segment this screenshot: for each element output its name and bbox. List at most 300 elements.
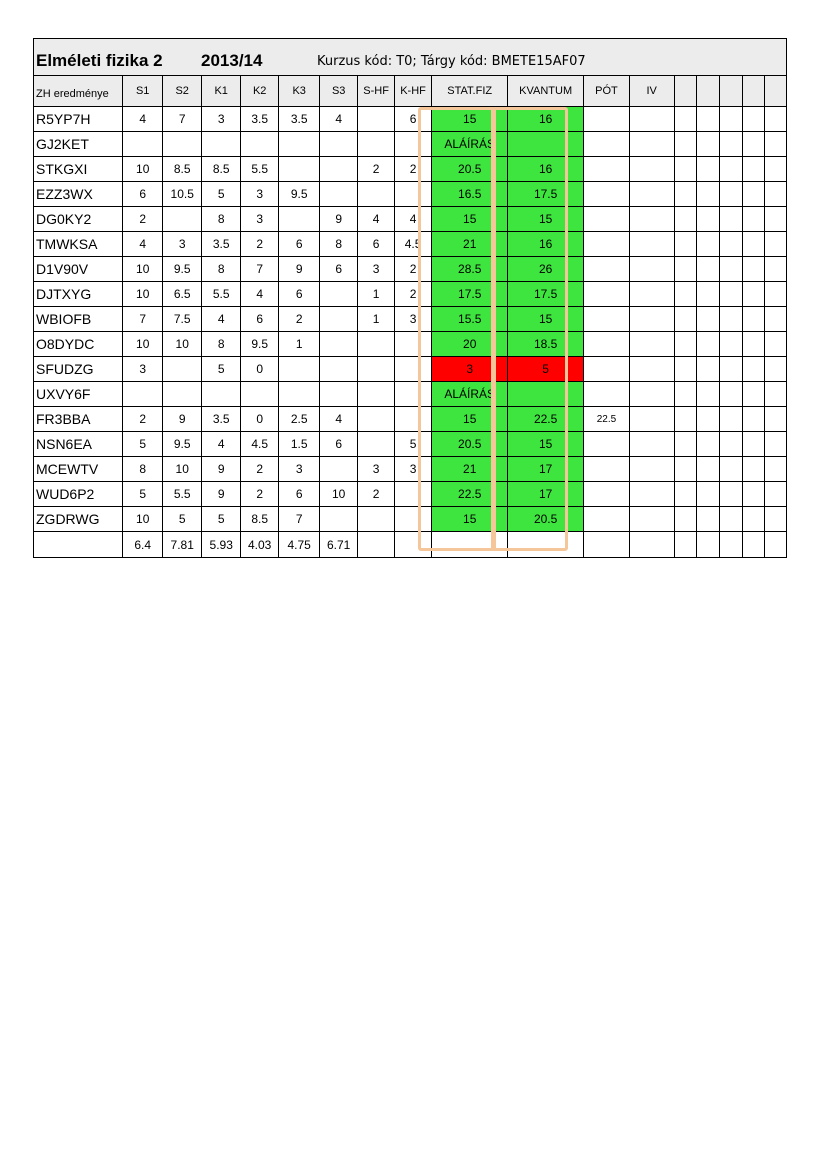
kvantum-cell: 15: [508, 207, 584, 232]
pot-cell: [584, 132, 630, 157]
score-cell: 6: [319, 432, 357, 457]
empty-cell: [674, 432, 697, 457]
score-cell: 4: [202, 432, 240, 457]
score-cell: [358, 132, 394, 157]
student-code: WBIOFB: [34, 307, 123, 332]
student-code: SFUDZG: [34, 357, 123, 382]
student-row: [34, 332, 787, 357]
pot-cell: [584, 307, 630, 332]
empty-cell: [674, 257, 697, 282]
column-header: K2: [240, 76, 278, 107]
pot-cell: [584, 107, 630, 132]
score-cell: 3: [123, 357, 163, 382]
empty-cell: [720, 307, 743, 332]
score-cell: 10: [123, 332, 163, 357]
header-label: ZH eredménye: [34, 76, 123, 107]
score-cell: 5: [202, 357, 240, 382]
score-cell: [279, 157, 320, 182]
column-header: [697, 76, 720, 107]
pot-cell: [584, 482, 630, 507]
score-cell: 3: [394, 307, 431, 332]
pot-cell: [584, 282, 630, 307]
empty-cell: [720, 507, 743, 532]
column-header: [674, 76, 697, 107]
score-cell: [394, 407, 431, 432]
score-cell: 3: [240, 207, 278, 232]
score-cell: 6: [279, 482, 320, 507]
empty-cell: [765, 257, 787, 282]
score-cell: 8: [123, 457, 163, 482]
column-header: KVANTUM: [508, 76, 584, 107]
empty-cell: [697, 532, 720, 558]
score-cell: 5: [202, 507, 240, 532]
score-cell: [202, 382, 240, 407]
score-cell: 10: [123, 507, 163, 532]
empty-cell: [765, 307, 787, 332]
student-row: [34, 457, 787, 482]
empty-cell: [674, 407, 697, 432]
column-header: K1: [202, 76, 240, 107]
score-cell: [279, 132, 320, 157]
score-cell: 5: [394, 432, 431, 457]
score-cell: 8.5: [202, 157, 240, 182]
pot-cell: [584, 507, 630, 532]
column-header: [765, 76, 787, 107]
empty-cell: [743, 107, 765, 132]
score-cell: 7.5: [162, 307, 202, 332]
student-code: STKGXI: [34, 157, 123, 182]
empty-cell: [674, 382, 697, 407]
empty-cell: [743, 482, 765, 507]
score-cell: 10: [319, 482, 357, 507]
score-cell: 6: [279, 282, 320, 307]
stat-fiz-cell: 20.5: [432, 432, 508, 457]
student-code: DG0KY2: [34, 207, 123, 232]
score-cell: 8.5: [240, 507, 278, 532]
student-row: [34, 207, 787, 232]
score-cell: 2: [358, 482, 394, 507]
score-cell: 8: [319, 232, 357, 257]
score-cell: 8: [202, 257, 240, 282]
score-cell: [358, 332, 394, 357]
score-cell: [394, 182, 431, 207]
column-header: IV: [629, 76, 674, 107]
average-cell: 4.03: [240, 532, 278, 558]
score-cell: 6: [358, 232, 394, 257]
header-row: [34, 76, 787, 107]
results-table: [33, 75, 787, 558]
stat-fiz-cell: 22.5: [432, 482, 508, 507]
empty-cell: [743, 207, 765, 232]
student-row: [34, 357, 787, 382]
score-cell: [319, 157, 357, 182]
empty-cell: [674, 482, 697, 507]
empty-cell: [674, 107, 697, 132]
empty-cell: [629, 482, 674, 507]
pot-cell: [584, 207, 630, 232]
pot-cell: [584, 432, 630, 457]
empty-cell: [394, 532, 431, 558]
empty-cell: [697, 107, 720, 132]
kvantum-cell: 26: [508, 257, 584, 282]
score-cell: 10.5: [162, 182, 202, 207]
empty-cell: [720, 457, 743, 482]
score-cell: [123, 382, 163, 407]
pot-cell: 22.5: [584, 407, 630, 432]
score-cell: [358, 407, 394, 432]
stat-fiz-cell: ALÁÍRÁS: [432, 382, 508, 407]
average-cell: 4.75: [279, 532, 320, 558]
empty-cell: [629, 232, 674, 257]
score-cell: 2: [240, 482, 278, 507]
empty-cell: [743, 307, 765, 332]
empty-cell: [720, 332, 743, 357]
score-cell: [394, 132, 431, 157]
empty-cell: [629, 407, 674, 432]
score-cell: [319, 332, 357, 357]
score-cell: 9.5: [279, 182, 320, 207]
empty-cell: [629, 382, 674, 407]
score-cell: 4.5: [240, 432, 278, 457]
empty-cell: [629, 357, 674, 382]
pot-cell: [584, 257, 630, 282]
empty-cell: [697, 282, 720, 307]
score-cell: [240, 382, 278, 407]
empty-cell: [765, 357, 787, 382]
student-row: [34, 432, 787, 457]
empty-cell: [720, 107, 743, 132]
empty-cell: [743, 232, 765, 257]
empty-cell: [743, 357, 765, 382]
empty-cell: [629, 182, 674, 207]
student-row: [34, 507, 787, 532]
score-cell: [319, 382, 357, 407]
empty-cell: [697, 332, 720, 357]
kvantum-cell: 16: [508, 157, 584, 182]
score-cell: 7: [123, 307, 163, 332]
empty-cell: [765, 157, 787, 182]
empty-cell: [697, 307, 720, 332]
score-cell: [319, 132, 357, 157]
stat-fiz-cell: 15: [432, 407, 508, 432]
score-cell: 4: [123, 232, 163, 257]
academic-year: 2013/14: [201, 51, 263, 70]
student-row: [34, 182, 787, 207]
score-cell: 2: [123, 207, 163, 232]
column-header: S2: [162, 76, 202, 107]
empty-cell: [720, 407, 743, 432]
student-row: [34, 407, 787, 432]
empty-cell: [765, 407, 787, 432]
stat-fiz-cell: 15.5: [432, 307, 508, 332]
student-code: GJ2KET: [34, 132, 123, 157]
score-cell: 6: [394, 107, 431, 132]
empty-cell: [508, 532, 584, 558]
score-cell: 1: [279, 332, 320, 357]
score-cell: 5.5: [202, 282, 240, 307]
stat-fiz-cell: 15: [432, 507, 508, 532]
empty-cell: [697, 482, 720, 507]
course-title: Elméleti fizika 2: [36, 51, 163, 70]
empty-cell: [765, 457, 787, 482]
column-header: [743, 76, 765, 107]
student-row: [34, 107, 787, 132]
score-cell: 2: [240, 457, 278, 482]
score-cell: 9: [202, 457, 240, 482]
student-row: [34, 232, 787, 257]
score-cell: [358, 507, 394, 532]
student-code: UXVY6F: [34, 382, 123, 407]
empty-cell: [674, 232, 697, 257]
empty-cell: [697, 432, 720, 457]
score-cell: [358, 107, 394, 132]
score-cell: 4: [394, 207, 431, 232]
empty-cell: [697, 382, 720, 407]
kvantum-cell: 17: [508, 482, 584, 507]
score-cell: 2: [394, 157, 431, 182]
empty-cell: [765, 482, 787, 507]
column-header: STAT.FIZ: [432, 76, 508, 107]
stat-fiz-cell: 28.5: [432, 257, 508, 282]
score-cell: 5: [123, 432, 163, 457]
empty-cell: [720, 182, 743, 207]
score-cell: [394, 482, 431, 507]
empty-cell: [765, 132, 787, 157]
score-cell: 4: [319, 107, 357, 132]
score-cell: 6: [240, 307, 278, 332]
empty-cell: [720, 257, 743, 282]
stat-fiz-cell: 21: [432, 232, 508, 257]
course-codes: Kurzus kód: T0; Tárgy kód: BMETE15AF07: [317, 54, 586, 69]
empty-cell: [720, 282, 743, 307]
score-cell: 3.5: [279, 107, 320, 132]
stat-fiz-cell: 16.5: [432, 182, 508, 207]
empty-cell: [720, 482, 743, 507]
score-cell: [358, 382, 394, 407]
empty-cell: [674, 307, 697, 332]
score-cell: [319, 307, 357, 332]
kvantum-cell: 22.5: [508, 407, 584, 432]
kvantum-cell: [508, 382, 584, 407]
score-cell: 6: [123, 182, 163, 207]
average-cell: 5.93: [202, 532, 240, 558]
empty-cell: [720, 157, 743, 182]
empty-cell: [629, 432, 674, 457]
empty-cell: [358, 532, 394, 558]
kvantum-cell: [508, 132, 584, 157]
empty-cell: [743, 382, 765, 407]
empty-cell: [629, 132, 674, 157]
stat-fiz-cell: 3: [432, 357, 508, 382]
score-cell: 0: [240, 407, 278, 432]
empty-cell: [765, 107, 787, 132]
score-cell: 3: [202, 107, 240, 132]
empty-cell: [674, 182, 697, 207]
column-header: [720, 76, 743, 107]
student-code: TMWKSA: [34, 232, 123, 257]
empty-cell: [584, 532, 630, 558]
empty-cell: [674, 207, 697, 232]
score-cell: 5: [123, 482, 163, 507]
stat-fiz-cell: 15: [432, 107, 508, 132]
empty-cell: [629, 282, 674, 307]
score-cell: 2.5: [279, 407, 320, 432]
empty-cell: [629, 107, 674, 132]
column-header: S1: [123, 76, 163, 107]
empty-cell: [674, 332, 697, 357]
score-cell: 9: [202, 482, 240, 507]
score-cell: 3: [240, 182, 278, 207]
score-cell: [279, 207, 320, 232]
student-row: [34, 307, 787, 332]
kvantum-cell: 15: [508, 432, 584, 457]
score-cell: [202, 132, 240, 157]
empty-cell: [743, 282, 765, 307]
grade-sheet: [33, 38, 787, 558]
empty-cell: [697, 232, 720, 257]
kvantum-cell: 18.5: [508, 332, 584, 357]
score-cell: 2: [123, 407, 163, 432]
score-cell: 4: [202, 307, 240, 332]
score-cell: 3: [162, 232, 202, 257]
score-cell: [394, 507, 431, 532]
score-cell: 4: [123, 107, 163, 132]
score-cell: 9: [319, 207, 357, 232]
score-cell: [319, 507, 357, 532]
empty-cell: [697, 132, 720, 157]
score-cell: 7: [162, 107, 202, 132]
empty-cell: [674, 532, 697, 558]
student-code: WUD6P2: [34, 482, 123, 507]
score-cell: 10: [162, 332, 202, 357]
empty-cell: [720, 232, 743, 257]
stat-fiz-cell: 17.5: [432, 282, 508, 307]
score-cell: 10: [123, 257, 163, 282]
score-cell: 9.5: [240, 332, 278, 357]
score-cell: [358, 182, 394, 207]
empty-cell: [765, 332, 787, 357]
score-cell: 3.5: [202, 407, 240, 432]
empty-cell: [697, 157, 720, 182]
score-cell: 10: [162, 457, 202, 482]
student-code: D1V90V: [34, 257, 123, 282]
score-cell: 0: [240, 357, 278, 382]
kvantum-cell: 17.5: [508, 182, 584, 207]
empty-cell: [674, 132, 697, 157]
score-cell: 2: [394, 282, 431, 307]
stat-fiz-cell: ALÁÍRÁS: [432, 132, 508, 157]
score-cell: 9.5: [162, 257, 202, 282]
score-cell: 7: [240, 257, 278, 282]
student-code: MCEWTV: [34, 457, 123, 482]
score-cell: 4: [358, 207, 394, 232]
average-cell: 7.81: [162, 532, 202, 558]
score-cell: 4.5: [394, 232, 431, 257]
kvantum-cell: 5: [508, 357, 584, 382]
empty-cell: [697, 457, 720, 482]
empty-cell: [765, 207, 787, 232]
empty-cell: [674, 357, 697, 382]
score-cell: 5: [162, 507, 202, 532]
empty-cell: [765, 182, 787, 207]
stat-fiz-cell: 20: [432, 332, 508, 357]
empty-cell: [743, 182, 765, 207]
student-row: [34, 382, 787, 407]
student-row: [34, 482, 787, 507]
score-cell: 5.5: [240, 157, 278, 182]
pot-cell: [584, 457, 630, 482]
score-cell: [358, 357, 394, 382]
empty-cell: [720, 207, 743, 232]
empty-cell: [743, 432, 765, 457]
empty-cell: [697, 507, 720, 532]
empty-cell: [720, 382, 743, 407]
score-cell: 10: [123, 282, 163, 307]
score-cell: [240, 132, 278, 157]
score-cell: [162, 382, 202, 407]
score-cell: [319, 182, 357, 207]
score-cell: 3: [394, 457, 431, 482]
score-cell: [123, 132, 163, 157]
score-cell: 8: [202, 207, 240, 232]
score-cell: 3: [279, 457, 320, 482]
empty-cell: [629, 307, 674, 332]
empty-cell: [765, 232, 787, 257]
score-cell: 8: [202, 332, 240, 357]
pot-cell: [584, 357, 630, 382]
averages-label: [34, 532, 123, 558]
score-cell: 2: [358, 157, 394, 182]
score-cell: 2: [394, 257, 431, 282]
score-cell: 4: [319, 407, 357, 432]
score-cell: 9.5: [162, 432, 202, 457]
score-cell: 1.5: [279, 432, 320, 457]
empty-cell: [432, 532, 508, 558]
empty-cell: [629, 332, 674, 357]
column-header: K-HF: [394, 76, 431, 107]
pot-cell: [584, 382, 630, 407]
score-cell: 3: [358, 457, 394, 482]
score-cell: [162, 132, 202, 157]
score-cell: 10: [123, 157, 163, 182]
empty-cell: [697, 207, 720, 232]
student-code: DJTXYG: [34, 282, 123, 307]
score-cell: 4: [240, 282, 278, 307]
empty-cell: [697, 357, 720, 382]
pot-cell: [584, 157, 630, 182]
average-cell: 6.71: [319, 532, 357, 558]
score-cell: 5.5: [162, 482, 202, 507]
empty-cell: [743, 457, 765, 482]
score-cell: [394, 357, 431, 382]
empty-cell: [743, 407, 765, 432]
score-cell: [319, 457, 357, 482]
pot-cell: [584, 232, 630, 257]
column-header: K3: [279, 76, 320, 107]
average-cell: 6.4: [123, 532, 163, 558]
empty-cell: [765, 532, 787, 558]
student-code: EZZ3WX: [34, 182, 123, 207]
stat-fiz-cell: 20.5: [432, 157, 508, 182]
empty-cell: [629, 207, 674, 232]
empty-cell: [743, 257, 765, 282]
empty-cell: [720, 432, 743, 457]
score-cell: [319, 282, 357, 307]
empty-cell: [743, 332, 765, 357]
student-code: O8DYDC: [34, 332, 123, 357]
empty-cell: [697, 182, 720, 207]
score-cell: 2: [240, 232, 278, 257]
